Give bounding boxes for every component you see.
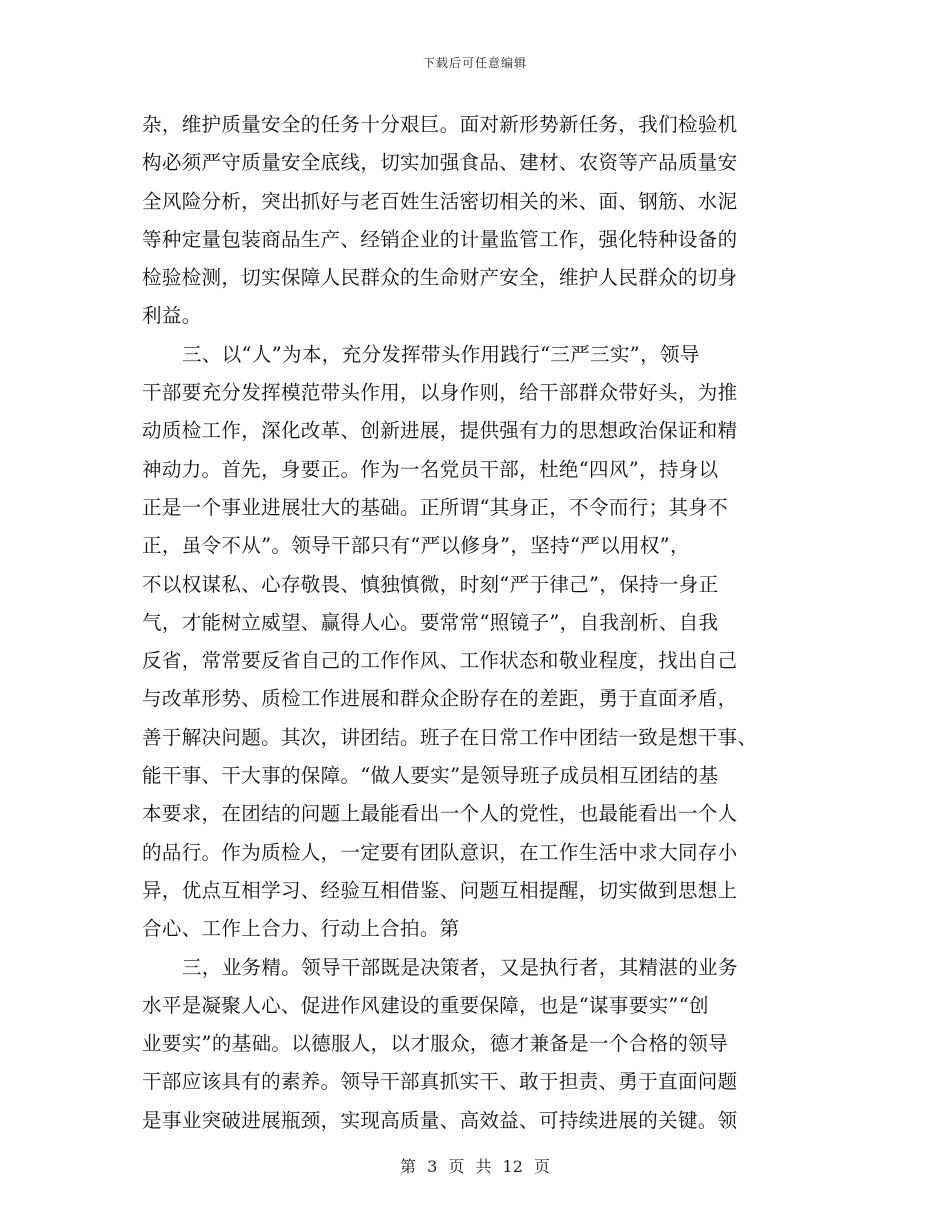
text-line: 水平是凝聚人心、促进作风建设的重要保障，也是“谋事要实”“创 — [142, 993, 709, 1017]
paragraph-start-line: 三、以“人”为本，充分发挥带头作用践行“三严三实”，领导 — [182, 342, 700, 366]
text-line: 异，优点互相学习、经验互相借鉴、问题互相提醒，切实做到思想上 — [142, 878, 738, 902]
text-line: 正，虽令不从”。领导干部只有“严以修身”，坚持“严以用权”， — [142, 534, 690, 558]
text-line: 构必须严守质量安全底线，切实加强食品、建材、农资等产品质量安 — [142, 151, 738, 175]
text-line: 利益。 — [142, 304, 202, 328]
text-line: 能干事、干大事的保障。“做人要实”是领导班子成员相互团结的基 — [142, 764, 719, 788]
text-line: 与改革形势、质检工作进展和群众企盼存在的差距，勇于直面矛盾， — [142, 687, 738, 711]
text-line: 等种定量包装商品生产、经销企业的计量监管工作，强化特种设备的 — [142, 227, 738, 251]
text-line: 气，才能树立威望、赢得人心。要常常“照镜子”，自我剖析、自我 — [142, 610, 719, 634]
text-line: 神动力。首先，身要正。作为一名党员干部，杜绝“四风”，持身以 — [142, 457, 719, 481]
text-line: 合心、工作上合力、行动上合拍。第 — [142, 917, 460, 941]
text-line: 善于解决问题。其次，讲团结。班子在日常工作中团结一致是想干事、 — [142, 725, 758, 749]
text-line: 动质检工作，深化改革、创新进展，提供强有力的思想政治保证和精 — [142, 419, 738, 443]
page-number-footer: 第 3 页 共 12 页 — [400, 1157, 550, 1176]
text-line: 检验检测，切实保障人民群众的生命财产安全，维护人民群众的切身 — [142, 266, 738, 290]
text-line: 正是一个事业进展壮大的基础。正所谓“其身正，不令而行；其身不 — [142, 495, 728, 519]
text-line: 干部应该具有的素养。领导干部真抓实干、敢于担责、勇于直面问题 — [142, 1070, 738, 1094]
text-line: 不以权谋私、心存敬畏、慎独慎微，时刻“严于律己”，保持一身正 — [142, 572, 719, 596]
text-line: 本要求，在团结的问题上最能看出一个人的党性，也最能看出一个人 — [142, 802, 738, 826]
text-line: 是事业突破进展瓶颈，实现高质量、高效益、可持续进展的关键。领 — [142, 1108, 738, 1132]
paragraph-start-line: 三，业务精。领导干部既是决策者，又是执行者，其精湛的业务 — [182, 955, 738, 979]
text-line: 杂，维护质量安全的任务十分艰巨。面对新形势新任务，我们检验机 — [142, 113, 738, 136]
text-line: 的品行。作为质检人，一定要有团队意识，在工作生活中求大同存小 — [142, 840, 738, 864]
text-line: 全风险分析，突出抓好与老百姓生活密切相关的米、面、钢筋、水泥 — [142, 189, 738, 213]
text-line: 干部要充分发挥模范带头作用，以身作则，给干部群众带好头，为推 — [142, 381, 738, 405]
text-line: 反省，常常要反省自己的工作作风、工作状态和敬业程度，找出自己 — [142, 649, 738, 673]
document-body — [142, 106, 797, 1140]
page-header: 下载后可任意编辑 — [422, 56, 527, 70]
text-line: 业要实”的基础。以德服人，以才服众，德才兼备是一个合格的领导 — [142, 1032, 728, 1056]
